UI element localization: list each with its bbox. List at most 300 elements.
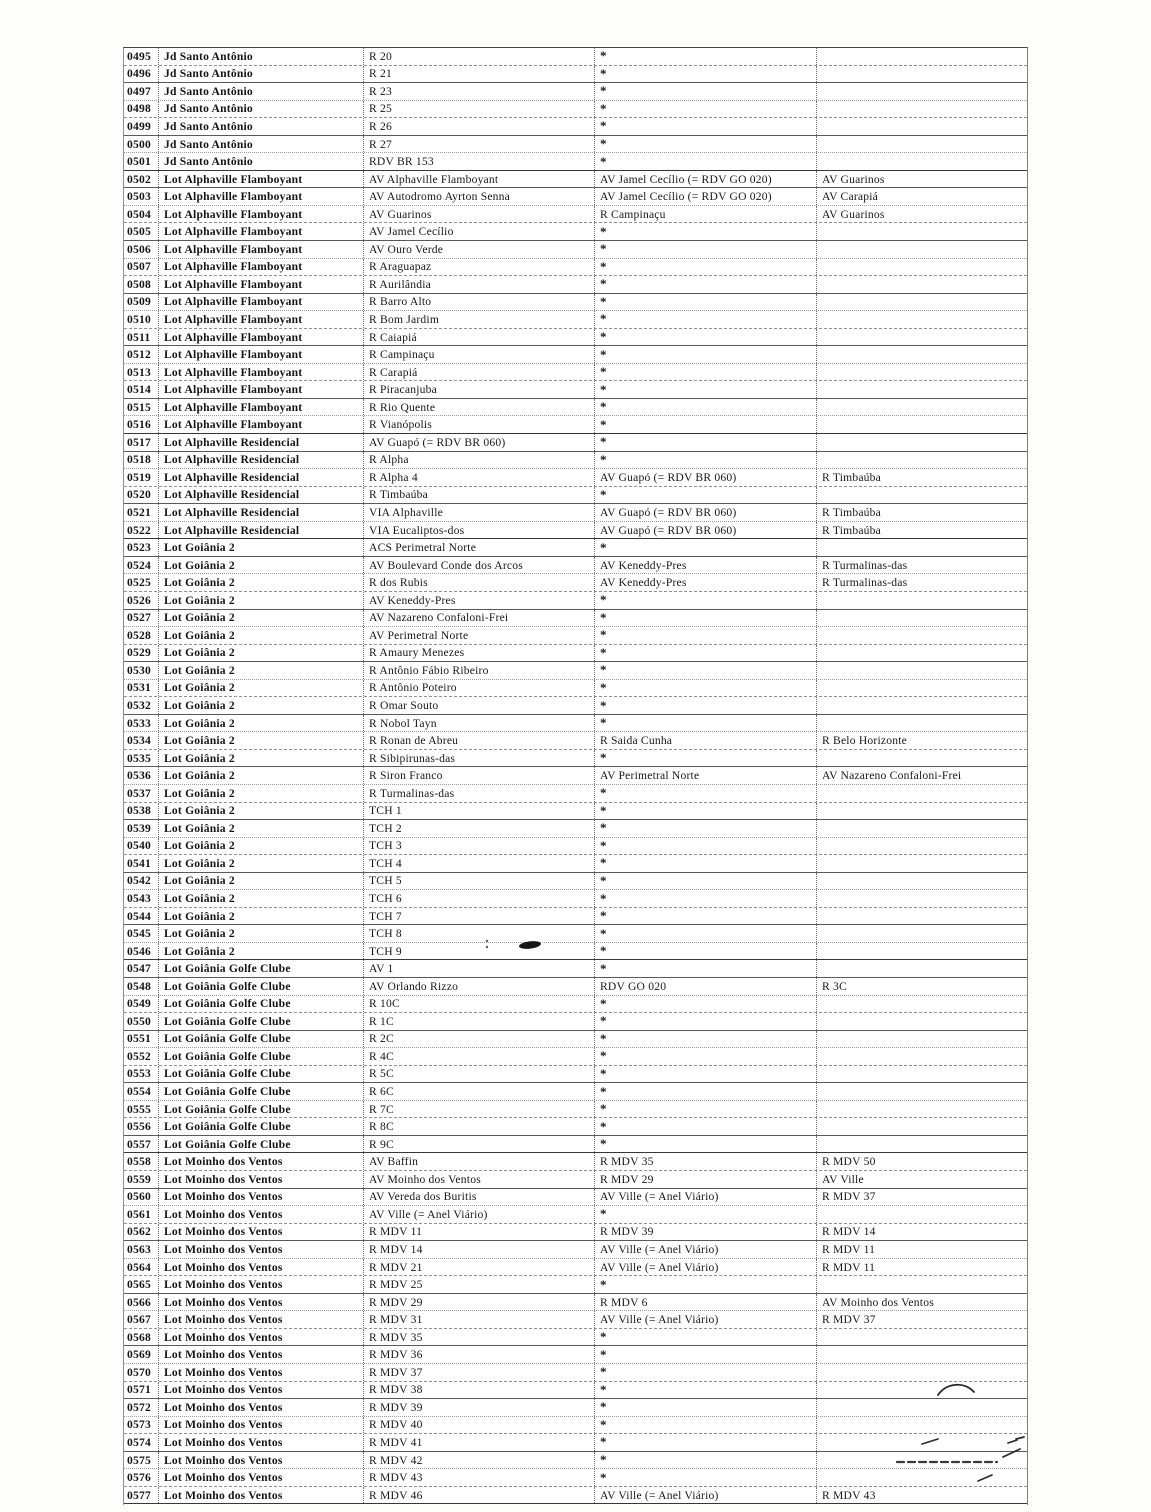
cell-cross-street-1: *	[594, 1434, 816, 1451]
cell-cross-street-1: *	[594, 452, 816, 469]
table-row	[124, 1083, 1027, 1101]
cell-cross-street-1: R MDV 39	[594, 1224, 816, 1241]
table-row	[124, 522, 1027, 540]
cell-cross-street-2: R 3C	[816, 978, 1027, 995]
cell-street: AV Autodromo Ayrton Senna	[363, 188, 594, 205]
cell-cross-street-2: R Belo Horizonte	[816, 732, 1027, 749]
cell-street: R Aurilândia	[363, 276, 594, 293]
table-row	[124, 1241, 1027, 1259]
cell-cross-street-1: *	[594, 259, 816, 276]
table-row	[124, 1329, 1027, 1347]
cell-district: Lot Goiânia 2	[158, 873, 363, 890]
cell-cross-street-2	[816, 943, 1027, 960]
table-row	[124, 434, 1027, 452]
cell-cross-street-2	[816, 1417, 1027, 1434]
cell-cross-street-1: *	[594, 364, 816, 381]
cell-cross-street-2	[816, 136, 1027, 153]
cell-cross-street-2	[816, 1382, 1027, 1399]
cell-street: TCH 2	[363, 820, 594, 837]
table-row	[124, 1364, 1027, 1382]
cell-street: ACS Perimetral Norte	[363, 539, 594, 556]
cell-cross-street-1: *	[594, 1206, 816, 1223]
cell-record-number: 0496	[127, 67, 151, 81]
cell-district: Lot Goiânia 2	[158, 925, 363, 942]
cell-district: Lot Moinho dos Ventos	[158, 1329, 363, 1346]
table-row	[124, 416, 1027, 434]
cell-district: Lot Goiânia 2	[158, 838, 363, 855]
cell-street: R 21	[363, 66, 594, 83]
cell-record-number: 0543	[127, 892, 151, 906]
cell-cross-street-2	[816, 364, 1027, 381]
cell-cross-street-2	[816, 294, 1027, 311]
cell-district: Lot Moinho dos Ventos	[158, 1346, 363, 1363]
cell-district: Lot Goiânia 2	[158, 574, 363, 591]
cell-cross-street-2	[816, 855, 1027, 872]
cell-street: R MDV 43	[363, 1469, 594, 1486]
table-row	[124, 66, 1027, 84]
cell-street: VIA Alphaville	[363, 504, 594, 521]
cell-cross-street-2	[816, 1066, 1027, 1083]
cell-street: R MDV 40	[363, 1417, 594, 1434]
cell-cross-street-2	[816, 1452, 1027, 1469]
table-row	[124, 838, 1027, 856]
cell-cross-street-1: R MDV 29	[594, 1171, 816, 1188]
cell-street: R 1C	[363, 1013, 594, 1030]
cell-street: R Campinaçu	[363, 346, 594, 363]
cell-cross-street-2	[816, 1136, 1027, 1153]
cell-cross-street-1: *	[594, 715, 816, 732]
cell-cross-street-1: *	[594, 873, 816, 890]
cell-cross-street-2	[816, 101, 1027, 118]
cell-cross-street-2: AV Guarinos	[816, 206, 1027, 223]
cell-cross-street-1: *	[594, 1417, 816, 1434]
table-row	[124, 1118, 1027, 1136]
cell-district: Lot Goiânia Golfe Clube	[158, 1136, 363, 1153]
cell-cross-street-2	[816, 627, 1027, 644]
table-row	[124, 1399, 1027, 1417]
cell-record-number: 0522	[127, 523, 151, 537]
cell-district: Jd Santo Antônio	[158, 118, 363, 135]
cell-cross-street-2	[816, 276, 1027, 293]
cell-district: Lot Goiânia 2	[158, 680, 363, 697]
table-row	[124, 206, 1027, 224]
cell-record-number: 0544	[127, 909, 151, 923]
cell-street: R Araguapaz	[363, 259, 594, 276]
cell-cross-street-2	[816, 539, 1027, 556]
cell-cross-street-2	[816, 592, 1027, 609]
cell-street: R Rio Quente	[363, 399, 594, 416]
table-row	[124, 188, 1027, 206]
cell-district: Lot Goiânia 2	[158, 890, 363, 907]
cell-cross-street-2: AV Nazareno Confaloni-Frei	[816, 767, 1027, 784]
cell-cross-street-1: *	[594, 276, 816, 293]
cell-record-number: 0577	[127, 1488, 151, 1502]
table-row	[124, 1259, 1027, 1277]
cell-district: Jd Santo Antônio	[158, 101, 363, 118]
table-row	[124, 1189, 1027, 1207]
cell-cross-street-1: *	[594, 241, 816, 258]
cell-cross-street-1: AV Perimetral Norte	[594, 767, 816, 784]
cell-cross-street-1: *	[594, 785, 816, 802]
cell-district: Lot Goiânia Golfe Clube	[158, 1031, 363, 1048]
table-row	[124, 223, 1027, 241]
cell-record-number: 0509	[127, 295, 151, 309]
cell-record-number: 0523	[127, 541, 151, 555]
cell-district: Lot Moinho dos Ventos	[158, 1171, 363, 1188]
cell-street: R Turmalinas-das	[363, 785, 594, 802]
cell-street: AV Vereda dos Buritis	[363, 1189, 594, 1206]
table-row	[124, 153, 1027, 171]
cell-cross-street-2	[816, 680, 1027, 697]
cell-cross-street-1: *	[594, 1066, 816, 1083]
cell-cross-street-1: RDV GO 020	[594, 978, 816, 995]
cell-district: Lot Goiânia 2	[158, 943, 363, 960]
street-index-table	[123, 47, 1028, 1505]
cell-street: R 2C	[363, 1031, 594, 1048]
cell-district: Lot Moinho dos Ventos	[158, 1241, 363, 1258]
cell-cross-street-1: R MDV 6	[594, 1294, 816, 1311]
cell-street: R Alpha 4	[363, 469, 594, 486]
cell-cross-street-2	[816, 1101, 1027, 1118]
cell-record-number: 0528	[127, 628, 151, 642]
cell-cross-street-1: *	[594, 1031, 816, 1048]
cell-cross-street-2	[816, 1276, 1027, 1293]
cell-record-number: 0531	[127, 681, 151, 695]
cell-record-number: 0553	[127, 1067, 151, 1081]
cell-record-number: 0520	[127, 488, 151, 502]
cell-street: AV Guarinos	[363, 206, 594, 223]
cell-record-number: 0546	[127, 944, 151, 958]
cell-cross-street-1: *	[594, 381, 816, 398]
cell-street: AV Alphaville Flamboyant	[363, 171, 594, 188]
cell-street: TCH 8	[363, 925, 594, 942]
cell-district: Lot Alphaville Residencial	[158, 434, 363, 451]
cell-district: Lot Goiânia Golfe Clube	[158, 996, 363, 1013]
cell-record-number: 0570	[127, 1365, 151, 1379]
table-row	[124, 241, 1027, 259]
cell-record-number: 0550	[127, 1014, 151, 1028]
cell-street: R Carapiá	[363, 364, 594, 381]
cell-cross-street-2: R MDV 37	[816, 1311, 1027, 1328]
cell-district: Lot Moinho dos Ventos	[158, 1311, 363, 1328]
cell-street: R MDV 39	[363, 1399, 594, 1416]
cell-cross-street-1: *	[594, 136, 816, 153]
cell-cross-street-2	[816, 487, 1027, 504]
table-row	[124, 1206, 1027, 1224]
cell-cross-street-2	[816, 610, 1027, 627]
cell-district: Lot Alphaville Flamboyant	[158, 223, 363, 240]
cell-street: R 23	[363, 83, 594, 100]
cell-district: Jd Santo Antônio	[158, 153, 363, 170]
cell-district: Lot Goiânia 2	[158, 855, 363, 872]
cell-cross-street-1: *	[594, 838, 816, 855]
cell-street: TCH 1	[363, 803, 594, 820]
cell-cross-street-2	[816, 1031, 1027, 1048]
table-row	[124, 1434, 1027, 1452]
cell-record-number: 0545	[127, 927, 151, 941]
cell-record-number: 0565	[127, 1278, 151, 1292]
cell-record-number: 0566	[127, 1295, 151, 1309]
cell-district: Lot Moinho dos Ventos	[158, 1399, 363, 1416]
cell-record-number: 0574	[127, 1435, 151, 1449]
cell-cross-street-2	[816, 750, 1027, 767]
cell-district: Lot Goiânia Golfe Clube	[158, 1066, 363, 1083]
cell-cross-street-1: *	[594, 311, 816, 328]
cell-street: R MDV 29	[363, 1294, 594, 1311]
cell-record-number: 0554	[127, 1085, 151, 1099]
cell-street: R 8C	[363, 1118, 594, 1135]
table-row	[124, 48, 1027, 66]
cell-district: Lot Alphaville Flamboyant	[158, 259, 363, 276]
cell-record-number: 0505	[127, 225, 151, 239]
cell-cross-street-2: AV Ville	[816, 1171, 1027, 1188]
cell-cross-street-1: *	[594, 434, 816, 451]
table-row	[124, 346, 1027, 364]
cell-street: R Piracanjuba	[363, 381, 594, 398]
cell-cross-street-1: *	[594, 1346, 816, 1363]
table-row	[124, 1311, 1027, 1329]
cell-street: RDV BR 153	[363, 153, 594, 170]
cell-district: Lot Goiânia 2	[158, 557, 363, 574]
cell-cross-street-2	[816, 890, 1027, 907]
cell-record-number: 0571	[127, 1383, 151, 1397]
cell-record-number: 0525	[127, 576, 151, 590]
cell-record-number: 0502	[127, 172, 151, 186]
table-row	[124, 487, 1027, 505]
cell-cross-street-1: *	[594, 223, 816, 240]
cell-district: Jd Santo Antônio	[158, 83, 363, 100]
cell-cross-street-2: R MDV 37	[816, 1189, 1027, 1206]
cell-cross-street-1: *	[594, 48, 816, 65]
cell-record-number: 0561	[127, 1207, 151, 1221]
cell-record-number: 0562	[127, 1225, 151, 1239]
table-row	[124, 645, 1027, 663]
cell-record-number: 0558	[127, 1155, 151, 1169]
cell-cross-street-1: *	[594, 1118, 816, 1135]
table-row	[124, 820, 1027, 838]
cell-cross-street-1: *	[594, 399, 816, 416]
cell-record-number: 0524	[127, 558, 151, 572]
cell-cross-street-2	[816, 1434, 1027, 1451]
cell-cross-street-2: AV Carapiá	[816, 188, 1027, 205]
cell-record-number: 0515	[127, 400, 151, 414]
cell-district: Lot Goiânia Golfe Clube	[158, 1118, 363, 1135]
cell-cross-street-2	[816, 399, 1027, 416]
cell-record-number: 0519	[127, 470, 151, 484]
cell-street: R MDV 11	[363, 1224, 594, 1241]
cell-street: R Omar Souto	[363, 697, 594, 714]
cell-district: Lot Alphaville Residencial	[158, 522, 363, 539]
cell-street: R Sibipirunas-das	[363, 750, 594, 767]
cell-cross-street-1: *	[594, 153, 816, 170]
table-row	[124, 960, 1027, 978]
cell-record-number: 0569	[127, 1348, 151, 1362]
table-row	[124, 873, 1027, 891]
cell-record-number: 0540	[127, 839, 151, 853]
cell-record-number: 0511	[127, 330, 151, 344]
table-row	[124, 610, 1027, 628]
cell-record-number: 0556	[127, 1120, 151, 1134]
cell-record-number: 0512	[127, 348, 151, 362]
cell-cross-street-1: *	[594, 1452, 816, 1469]
cell-street: R 7C	[363, 1101, 594, 1118]
cell-district: Lot Alphaville Residencial	[158, 504, 363, 521]
cell-district: Lot Goiânia 2	[158, 785, 363, 802]
cell-district: Lot Goiânia Golfe Clube	[158, 978, 363, 995]
cell-cross-street-2	[816, 1329, 1027, 1346]
cell-street: R dos Rubis	[363, 574, 594, 591]
cell-cross-street-2	[816, 908, 1027, 925]
cell-cross-street-1: *	[594, 416, 816, 433]
cell-record-number: 0518	[127, 453, 151, 467]
cell-cross-street-2	[816, 1083, 1027, 1100]
table-row	[124, 855, 1027, 873]
cell-record-number: 0501	[127, 155, 151, 169]
table-row	[124, 364, 1027, 382]
cell-district: Lot Alphaville Flamboyant	[158, 399, 363, 416]
cell-street: R Ronan de Abreu	[363, 732, 594, 749]
cell-cross-street-1: *	[594, 1136, 816, 1153]
cell-record-number: 0526	[127, 593, 151, 607]
cell-street: AV Moinho dos Ventos	[363, 1171, 594, 1188]
cell-record-number: 0535	[127, 751, 151, 765]
cell-record-number: 0560	[127, 1190, 151, 1204]
table-row	[124, 1487, 1027, 1505]
cell-street: R Bom Jardim	[363, 311, 594, 328]
cell-cross-street-1: *	[594, 908, 816, 925]
cell-district: Lot Moinho dos Ventos	[158, 1189, 363, 1206]
table-row	[124, 1136, 1027, 1154]
cell-record-number: 0576	[127, 1471, 151, 1485]
cell-record-number: 0536	[127, 769, 151, 783]
cell-cross-street-2	[816, 66, 1027, 83]
cell-cross-street-1: *	[594, 83, 816, 100]
cell-street: R MDV 41	[363, 1434, 594, 1451]
cell-record-number: 0572	[127, 1400, 151, 1414]
cell-record-number: 0517	[127, 435, 151, 449]
cell-district: Jd Santo Antônio	[158, 136, 363, 153]
table-row	[124, 785, 1027, 803]
table-row	[124, 1171, 1027, 1189]
cell-street: R 9C	[363, 1136, 594, 1153]
cell-district: Lot Goiânia Golfe Clube	[158, 1013, 363, 1030]
cell-cross-street-2	[816, 346, 1027, 363]
cell-record-number: 0538	[127, 804, 151, 818]
cell-record-number: 0516	[127, 418, 151, 432]
table-row	[124, 1417, 1027, 1435]
cell-record-number: 0541	[127, 856, 151, 870]
cell-district: Lot Moinho dos Ventos	[158, 1382, 363, 1399]
cell-street: TCH 7	[363, 908, 594, 925]
cell-street: R MDV 25	[363, 1276, 594, 1293]
cell-street: R MDV 14	[363, 1241, 594, 1258]
table-row	[124, 908, 1027, 926]
cell-cross-street-1: *	[594, 890, 816, 907]
cell-district: Lot Goiânia Golfe Clube	[158, 1083, 363, 1100]
cell-cross-street-1: *	[594, 346, 816, 363]
cell-street: R MDV 38	[363, 1382, 594, 1399]
cell-street: R Nobol Tayn	[363, 715, 594, 732]
cell-district: Lot Goiânia 2	[158, 697, 363, 714]
cell-district: Lot Goiânia 2	[158, 592, 363, 609]
table-row	[124, 925, 1027, 943]
cell-district: Jd Santo Antônio	[158, 66, 363, 83]
cell-street: AV Ouro Verde	[363, 241, 594, 258]
cell-record-number: 0563	[127, 1242, 151, 1256]
cell-cross-street-1: *	[594, 118, 816, 135]
cell-district: Jd Santo Antônio	[158, 48, 363, 65]
cell-cross-street-1: AV Ville (= Anel Viário)	[594, 1241, 816, 1258]
cell-cross-street-1: R Saida Cunha	[594, 732, 816, 749]
cell-cross-street-1: *	[594, 294, 816, 311]
cell-cross-street-1: AV Ville (= Anel Viário)	[594, 1189, 816, 1206]
cell-record-number: 0555	[127, 1102, 151, 1116]
table-row	[124, 732, 1027, 750]
cell-record-number: 0534	[127, 734, 151, 748]
cell-record-number: 0507	[127, 260, 151, 274]
cell-cross-street-1: AV Keneddy-Pres	[594, 557, 816, 574]
cell-cross-street-2	[816, 452, 1027, 469]
cell-street: R 20	[363, 48, 594, 65]
cell-district: Lot Goiânia 2	[158, 539, 363, 556]
cell-cross-street-2	[816, 259, 1027, 276]
table-row	[124, 574, 1027, 592]
table-row	[124, 1346, 1027, 1364]
cell-record-number: 0503	[127, 190, 151, 204]
cell-district: Lot Alphaville Flamboyant	[158, 329, 363, 346]
cell-cross-street-1: AV Keneddy-Pres	[594, 574, 816, 591]
cell-record-number: 0513	[127, 365, 151, 379]
cell-district: Lot Moinho dos Ventos	[158, 1294, 363, 1311]
cell-street: R 10C	[363, 996, 594, 1013]
table-row	[124, 171, 1027, 189]
cell-street: AV Ville (= Anel Viário)	[363, 1206, 594, 1223]
table-row	[124, 1224, 1027, 1242]
table-row	[124, 592, 1027, 610]
cell-record-number: 0510	[127, 312, 151, 326]
cell-cross-street-2: AV Moinho dos Ventos	[816, 1294, 1027, 1311]
cell-record-number: 0533	[127, 716, 151, 730]
cell-record-number: 0559	[127, 1172, 151, 1186]
cell-cross-street-1: *	[594, 1364, 816, 1381]
cell-district: Lot Moinho dos Ventos	[158, 1206, 363, 1223]
table-row	[124, 715, 1027, 733]
cell-district: Lot Goiânia 2	[158, 767, 363, 784]
cell-street: R Alpha	[363, 452, 594, 469]
cell-street: R 27	[363, 136, 594, 153]
cell-district: Lot Goiânia 2	[158, 750, 363, 767]
cell-district: Lot Alphaville Flamboyant	[158, 294, 363, 311]
table-row	[124, 1153, 1027, 1171]
cell-cross-street-1: *	[594, 662, 816, 679]
cell-record-number: 0514	[127, 383, 151, 397]
table-row	[124, 136, 1027, 154]
cell-street: AV Jamel Cecílio	[363, 223, 594, 240]
table-row	[124, 1101, 1027, 1119]
cell-cross-street-2	[816, 820, 1027, 837]
cell-district: Lot Goiânia 2	[158, 908, 363, 925]
cell-district: Lot Moinho dos Ventos	[158, 1469, 363, 1486]
table-row	[124, 329, 1027, 347]
table-row	[124, 1048, 1027, 1066]
cell-cross-street-1: *	[594, 1101, 816, 1118]
cell-cross-street-2	[816, 1399, 1027, 1416]
table-row	[124, 1452, 1027, 1470]
cell-district: Lot Alphaville Residencial	[158, 469, 363, 486]
cell-cross-street-1: *	[594, 1083, 816, 1100]
cell-district: Lot Moinho dos Ventos	[158, 1364, 363, 1381]
cell-district: Lot Goiânia 2	[158, 610, 363, 627]
